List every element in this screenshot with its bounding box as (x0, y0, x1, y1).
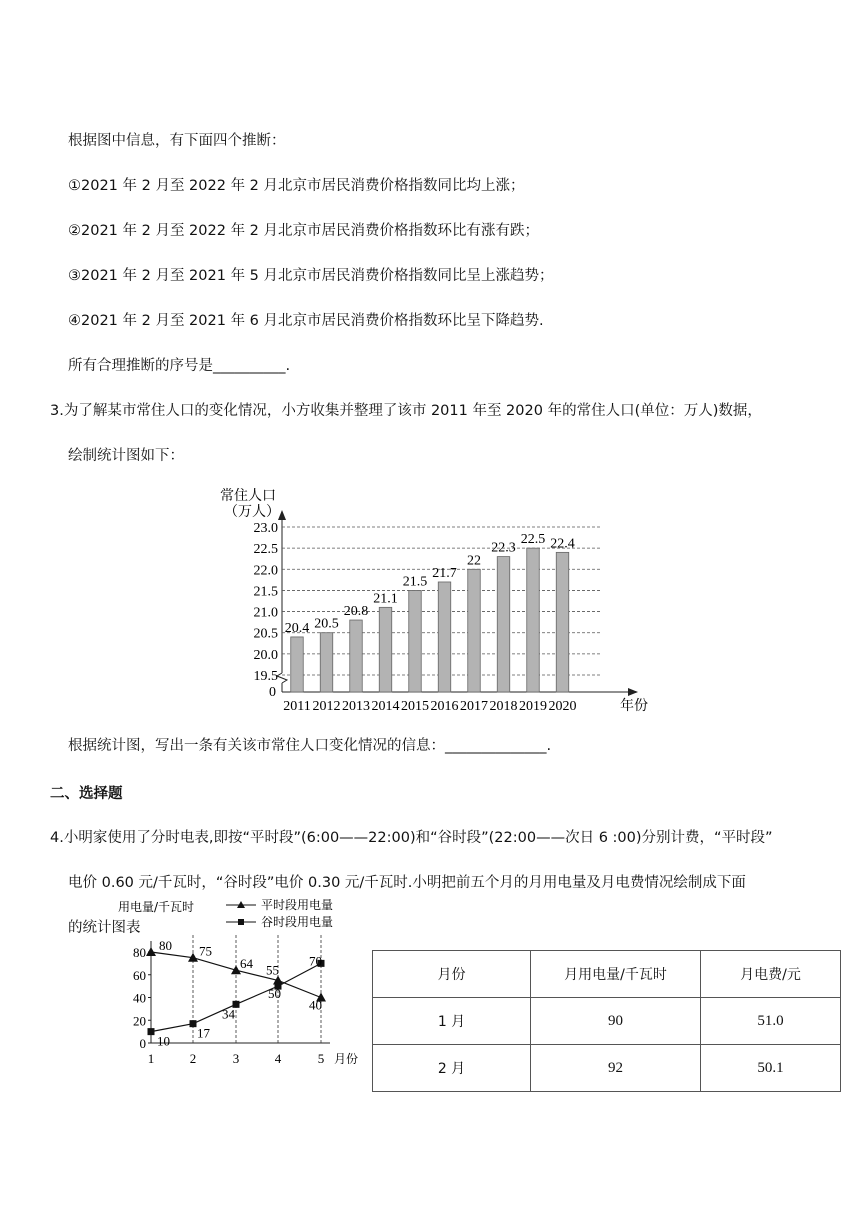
bar (527, 548, 540, 692)
bar-value-label: 22.3 (491, 540, 516, 556)
bar (379, 607, 392, 692)
bar (291, 637, 304, 692)
x-tick-label: 2014 (371, 699, 400, 714)
q3-question-line1: 3.为了解某市常住人口的变化情况，小方收集并整理了该市 2011 年至 2020 年的常住人口(单位：万人)数据， (50, 403, 762, 419)
section-title: 二、选择题 (50, 786, 123, 802)
x-tick-label: 2013 (342, 699, 370, 714)
square-point (190, 1020, 197, 1027)
data-label: 80 (159, 938, 172, 953)
x-axis-arrow (628, 688, 638, 696)
triangle-point (146, 947, 156, 956)
x-tick-label: 2018 (489, 699, 518, 714)
x-tick-label: 5 (317, 1051, 325, 1066)
q2-statement-4: ④2021 年 2 月至 2021 年 6 月北京市居民消费价格指数环比呈下降趋势. (68, 313, 544, 329)
data-label: 64 (240, 956, 253, 972)
x-tick-label: 2011 (283, 699, 311, 714)
x-tick-label: 2020 (548, 699, 577, 714)
bar (468, 569, 481, 692)
x-tick-label: 3 (232, 1051, 240, 1066)
legend-label-valley: 谷时段用电量 (261, 915, 334, 929)
q2-statement-1: ①2021 年 2 月至 2022 年 2 月北京市居民消费价格指数同比均上涨； (68, 178, 525, 194)
legend-label-peak: 平时段用电量 (261, 898, 334, 912)
cell-fee: 51.0 (701, 998, 841, 1045)
y-tick-label: 20 (133, 1013, 146, 1029)
bar (556, 552, 569, 692)
y-tick-label: 20.5 (253, 626, 278, 642)
line-chart-axes (118, 897, 358, 1066)
population-bar-chart (210, 480, 650, 720)
bar-value-label: 22.4 (550, 536, 575, 552)
header-fee: 月电费/元 (701, 951, 841, 998)
data-label: 17 (197, 1025, 210, 1041)
cell-fee: 50.1 (701, 1045, 841, 1092)
table-header-row (373, 951, 841, 998)
x-tick-label: 2015 (401, 699, 429, 714)
cell-usage: 90 (531, 998, 701, 1045)
x-tick-label: 2 (189, 1051, 197, 1066)
q4-question-line3: 的统计图表 (68, 920, 141, 936)
header-usage: 月用电量/千瓦时 (531, 951, 701, 998)
x-axis-label: 年份 (620, 698, 648, 714)
x-tick-label: 1 (147, 1051, 155, 1066)
x-tick-label: 2012 (312, 699, 341, 714)
cell-usage: 92 (531, 1045, 701, 1092)
bar-value-label: 21.7 (432, 565, 457, 581)
cell-month: 2 月 (373, 1045, 531, 1092)
bar-value-label: 21.5 (402, 574, 428, 590)
y-tick-label: 0 (139, 1036, 146, 1051)
data-label: 10 (157, 1033, 170, 1049)
data-label: 34 (222, 1006, 235, 1022)
line-chart-ylabel: 用电量/千瓦时 (118, 900, 195, 914)
data-label: 75 (199, 943, 212, 959)
q2-intro: 根据图中信息，有下面四个推断： (68, 133, 286, 149)
x-tick-label: 4 (274, 1051, 282, 1066)
line-chart-labels (133, 938, 324, 1066)
table-row (373, 998, 841, 1045)
q2-statement-3: ③2021 年 2 月至 2021 年 5 月北京市居民消费价格指数同比呈上涨趋势； (68, 268, 554, 284)
bar-value-label: 22.5 (520, 532, 546, 548)
bar-value-label: 20.4 (284, 620, 310, 636)
table-row (373, 1045, 841, 1092)
data-label: 55 (266, 962, 279, 978)
bar (350, 620, 363, 692)
bar (438, 582, 451, 692)
y-tick-label: 60 (133, 967, 146, 983)
data-label: 40 (309, 997, 322, 1013)
bar-value-label: 22 (467, 553, 481, 569)
x-tick-label: 2017 (460, 699, 488, 714)
legend-square-marker (238, 919, 244, 925)
bar-value-label: 21.1 (373, 591, 398, 607)
y-tick-label: 23.0 (253, 521, 278, 536)
x-tick-label: 2019 (519, 699, 547, 714)
axis-break-mark (277, 673, 287, 683)
y-tick-label: 80 (133, 945, 146, 960)
q4-question-line1: 4.小明家使用了分时电表,即按“平时段”(6:00——22:00)和“谷时段”(22:00——次日 6 :00)分别计费，“平时段” (50, 830, 773, 846)
bar (409, 590, 422, 692)
electricity-line-chart (118, 895, 368, 1075)
y-tick-label: 22.5 (253, 542, 278, 558)
y-tick-label: 22.0 (253, 563, 278, 579)
q3-question-line2: 绘制统计图如下： (68, 448, 184, 464)
y-tick-label-zero: 0 (269, 685, 276, 700)
bar-chart-axes (220, 487, 648, 714)
y-tick-label: 21.0 (253, 605, 278, 621)
q2-answer-prompt: 所有合理推断的序号是__________. (68, 358, 291, 374)
q2-statement-2: ②2021 年 2 月至 2022 年 2 月北京市居民消费价格指数环比有涨有跌； (68, 223, 540, 239)
bar-value-label: 20.5 (314, 616, 339, 632)
bar (320, 633, 333, 692)
bar-chart-ylabel: 常住人口 (220, 488, 276, 504)
y-tick-label: 40 (133, 990, 146, 1006)
header-month: 月份 (373, 951, 531, 998)
bar-chart-ylabel-unit: （万人） (224, 504, 280, 520)
y-tick-label: 19.5 (253, 669, 278, 684)
square-point (148, 1028, 155, 1035)
x-axis-label: 月份 (334, 1052, 359, 1066)
bar (497, 557, 510, 692)
q3-answer-prompt: 根据统计图，写出一条有关该市常住人口变化情况的信息：______________. (68, 738, 552, 754)
data-label: 50 (268, 986, 281, 1002)
cell-month: 1 月 (373, 998, 531, 1045)
q4-question-line2: 电价 0.60 元/千瓦时，“谷时段”电价 0.30 元/千瓦时.小明把前五个月的月用电量及月电费情况绘制成下面 (68, 875, 746, 891)
y-tick-label: 21.5 (253, 584, 278, 600)
data-label: 70 (309, 953, 322, 969)
electricity-fee-table (372, 950, 841, 1092)
x-tick-label: 2016 (430, 699, 459, 714)
y-tick-label: 20.0 (253, 647, 278, 663)
bar-value-label: 20.8 (343, 604, 369, 620)
